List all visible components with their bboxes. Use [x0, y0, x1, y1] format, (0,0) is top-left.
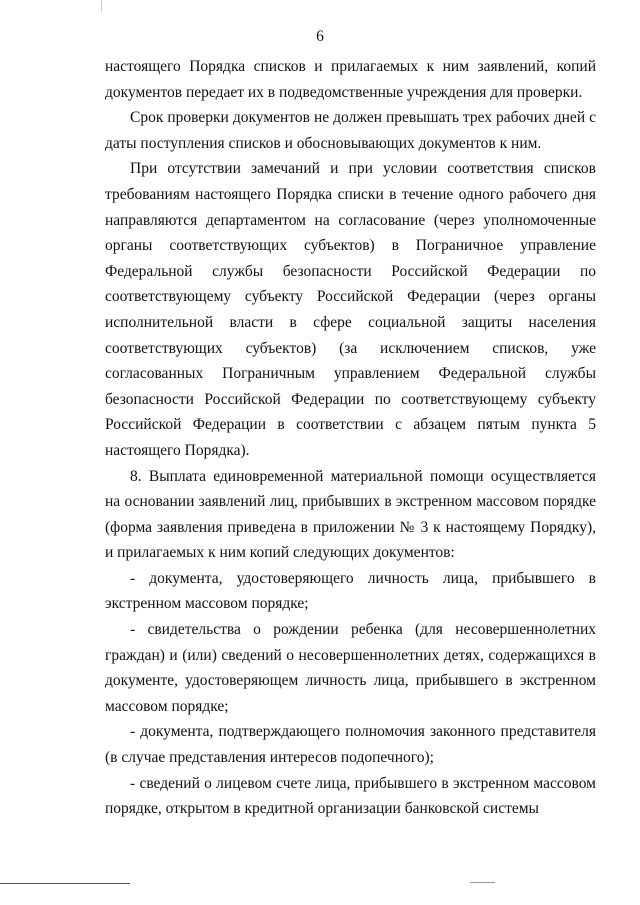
- list-item-identity-document: - документа, удостоверяющего личность лица, прибывшего в экстренном массовом порядке;: [105, 569, 596, 613]
- page-number: 6: [316, 28, 324, 45]
- footer-rule-right: [470, 882, 495, 883]
- list-item-birth-certificate: - свидетельства о рождении ребенка (для несовершеннолетних граждан) и (или) сведений о несовершеннолетних детях, содержащихся в документе, удостоверяющем личность лица, прибывшего в экстренном массовом порядке;: [105, 621, 596, 715]
- paragraph-continuation: настоящего Порядка списков и прилагаемых к ним заявлений, копий документов передает их в подведомственные учреждения для проверки.: [105, 58, 596, 101]
- document-body: [105, 54, 596, 822]
- footer-rule-left: [0, 883, 130, 884]
- scan-edge-mark: [101, 0, 102, 12]
- paragraph-item-8: 8. Выплата единовременной материальной помощи осуществляется на основании заявлений лиц, прибывших в экстренном массовом порядке (форма заявления приведена в приложении № 3 к настоящему Порядку), и прилагаемых к ним копий следующих документов:: [105, 467, 596, 562]
- paragraph-check-period: Срок проверки документов не должен превышать трех рабочих дней с даты поступления списков и обосновывающих документов к ним.: [105, 109, 596, 152]
- list-item-representative-authority: - документа, подтверждающего полномочия законного представителя (в случае представления интересов подопечного);: [105, 723, 596, 767]
- list-item-bank-account: - сведений о лицевом счете лица, прибывшего в экстренном массовом порядке, открытом в кредитной организации банковской системы: [105, 774, 596, 818]
- paragraph-approval: При отсутствии замечаний и при условии соответствия списков требованиям настоящего Порядка списки в течение одного рабочего дня направляются департаментом на согласование (через уполномоченные органы соответствующих субъектов) в Пограничное управление Федеральной службы безопасности Российской Федерации по соответствующему субъекту Российской Федерации (через органы исполнительной власти в сфере социальной защиты населения соответствующих субъектов) (за исключением списков, уже согласованных Пограничным управлением Федеральной службы безопасности Российской Федерации по соответствующему субъекту Российской Федерации в соответствии с абзацем пятым пункта 5 настоящего Порядка).: [105, 160, 596, 459]
